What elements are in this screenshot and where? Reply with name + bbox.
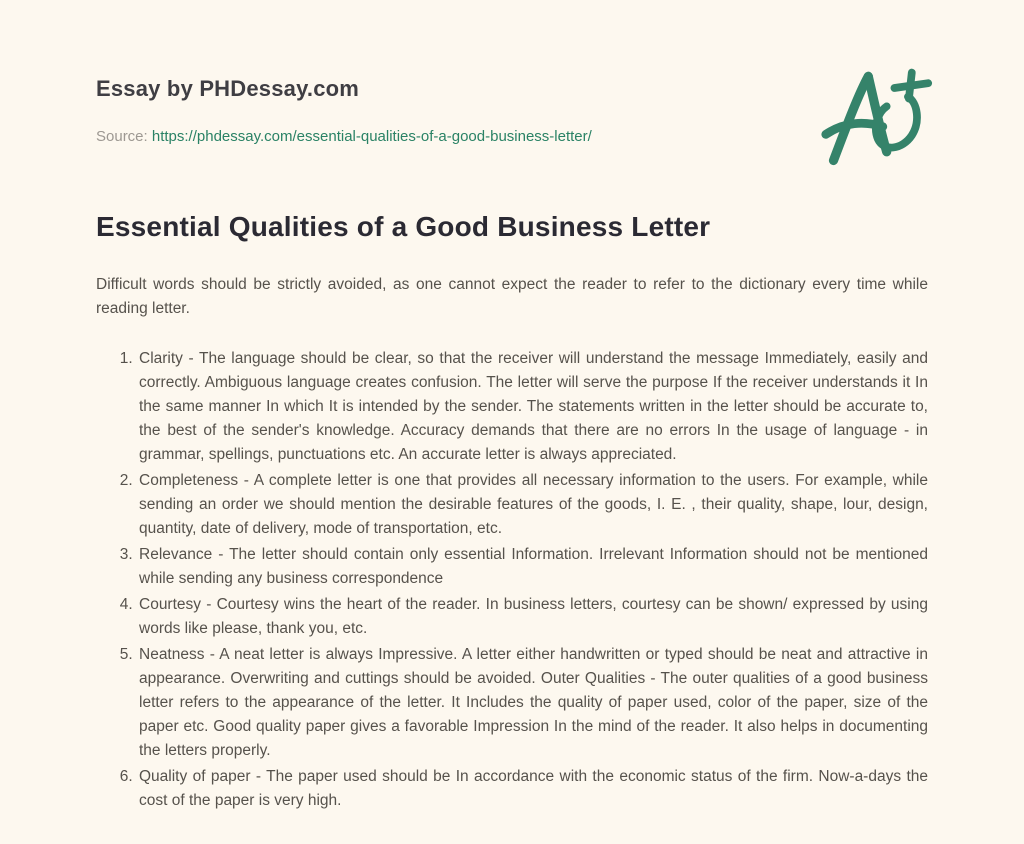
phdessay-a-plus-logo-icon [819, 66, 935, 168]
source-link[interactable]: https://phdessay.com/essential-qualities-of-a-good-business-letter/ [151, 128, 592, 145]
article-title: Essential Qualities of a Good Business Letter [96, 211, 711, 242]
list-item-quality-of-paper: 6. Quality of paper - The paper used should be In accordance with the economic status of the firm. Now-a-days the cost of the paper is very high. [137, 765, 928, 813]
source-label: Source: [96, 128, 148, 145]
list-item-courtesy: 4. Courtesy - Courtesy wins the heart of the reader. In business letters, courtesy can be shown/ expressed by using words like please, thank you, etc. [137, 593, 928, 641]
page-header [96, 76, 928, 145]
list-item-completeness: 2. Completeness - A complete letter is one that provides all necessary information to the users. For example, while sending an order we should mention the desirable features of the goods, I. E. , their quality, shape, lour, design, quantity, date of delivery, mode of transportation, etc. [137, 469, 928, 541]
page-title: Essay by PHDessay.com [96, 76, 360, 101]
essay-page [96, 0, 928, 813]
list-item-neatness: 5. Neatness - A neat letter is always Impressive. A letter either handwritten or typed should be neat and attractive in appearance. Overwriting and cuttings should be avoided. Outer Qualities - The outer qualities of a good business letter refers to the appearance of the letter. It Includes the quality of paper used, color of the paper, size of the paper etc. Good quality paper gives a favorable Impression In the mind of the reader. It also helps in documenting the letters properly. [137, 643, 928, 763]
list-item-relevance: 3. Relevance - The letter should contain only essential Information. Irrelevant Information should not be mentioned while sending any business correspondence [137, 543, 928, 591]
qualities-list [96, 347, 928, 813]
list-item-clarity: 1. Clarity - The language should be clear, so that the receiver will understand the message Immediately, easily and correctly. Ambiguous language creates confusion. The letter will serve the purpose If the receiver understands it In the same manner In which It is intended by the sender. The statements written in the letter should be accurate to, the best of the sender's knowledge. Accuracy demands that there are no errors In the usage of language - in grammar, spellings, punctuations etc. An accurate letter is always appreciated. [137, 347, 928, 467]
source-line [96, 128, 928, 145]
article-intro: Difficult words should be strictly avoided, as one cannot expect the reader to refer to the dictionary every time while reading letter. [96, 276, 928, 317]
